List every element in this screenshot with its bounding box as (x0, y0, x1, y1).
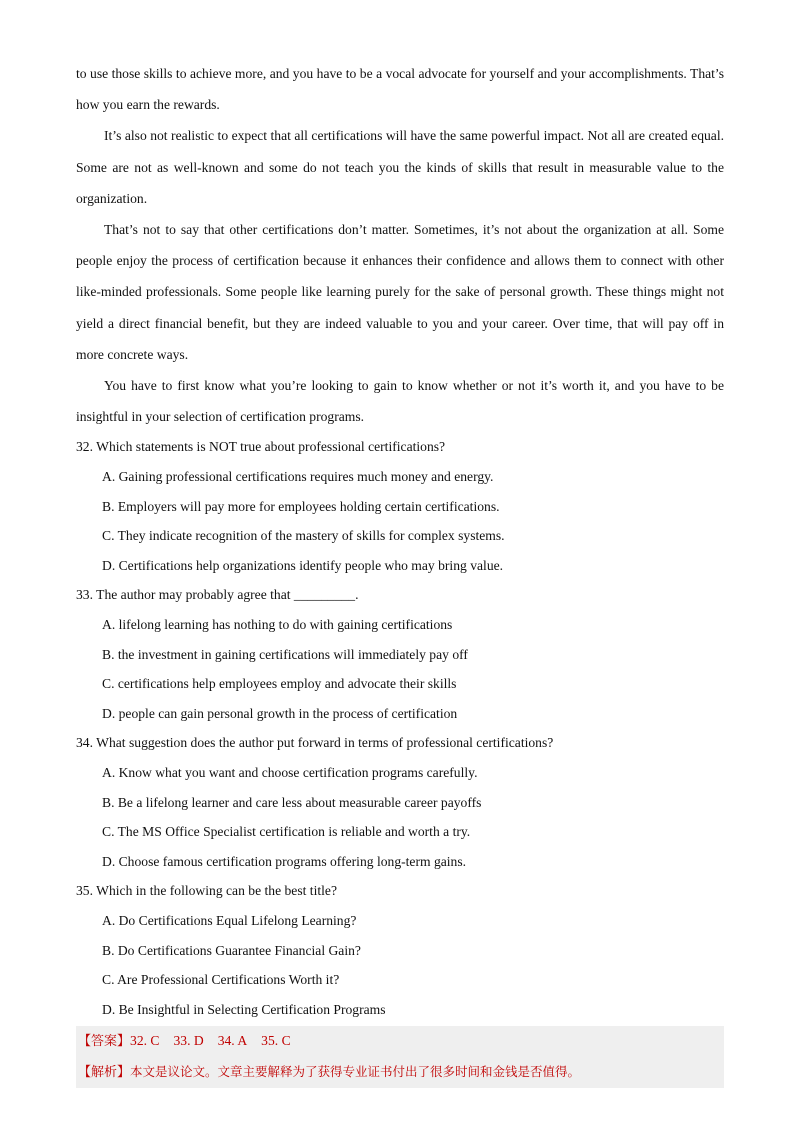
question-option: A. Gaining professional certifications requires much money and energy. (102, 469, 494, 485)
answer-tag: 【答案】 (78, 1034, 131, 1050)
question-option: A. lifelong learning has nothing to do with gaining certifications (102, 617, 453, 632)
answer-box (76, 1026, 724, 1087)
question-option: B. the investment in gaining certifications will immediately pay off (102, 646, 468, 662)
question-option: B. Do Certifications Guarantee Financial Gain? (102, 942, 361, 958)
question-34 (76, 728, 724, 876)
question-stem: 32. Which statements is NOT true about professional certifications? (76, 439, 446, 455)
answer-line (78, 1026, 724, 1057)
question-stem: 34. What suggestion does the author put forward in terms of professional certifications? (76, 735, 554, 751)
question-option: D. Certifications help organizations identify people who may bring value. (102, 557, 504, 573)
question-35 (76, 876, 724, 1024)
question-33 (76, 580, 724, 728)
analysis-text: 本文是议论文。文章主要解释为了获得专业证书付出了很多时间和金钱是否值得。 (130, 1063, 581, 1079)
passage-paragraph-4: You have to first know what you’re looking to gain to know whether or not it’s worth it, and you have to be insightful in your selection of certification programs. (76, 378, 724, 425)
question-stem: 35. Which in the following can be the best title? (76, 883, 337, 899)
question-option: A. Do Certifications Equal Lifelong Learning? (102, 912, 357, 928)
analysis-tag: 【解析】 (78, 1064, 131, 1080)
question-32 (76, 432, 724, 580)
passage-paragraph-3: That’s not to say that other certifications don’t matter. Sometimes, it’s not about the organization at all. Some people enjoy the process of certification because it enhances their confidence and allows them to connect with other like-minded professionals. Some people like learning purely for the sake of personal growth. These things might not yield a direct financial benefit, but they are indeed valuable to you and your career. Over time, that will pay off in more concrete ways. (76, 222, 724, 362)
question-option: D. Choose famous certification programs offering long-term gains. (102, 853, 467, 869)
question-stem: 33. The author may probably agree that _________. (76, 587, 359, 603)
document-page (76, 58, 724, 1088)
passage-paragraph-1: to use those skills to achieve more, and you have to be a vocal advocate for yourself and your accomplishments. That’s how you earn the rewards. (76, 66, 724, 113)
question-option: D. people can gain personal growth in the process of certification (102, 705, 458, 721)
answer-item: 35. C (261, 1033, 291, 1049)
answer-item: 34. A (217, 1033, 248, 1049)
passage-paragraph-2: It’s also not realistic to expect that all certifications will have the same powerful impact. Not all are created equal. Some are not as well-known and some do not teach you the kinds of skills that result in measurable value to the organization. (76, 128, 724, 206)
question-option: C. certifications help employees employ and advocate their skills (102, 676, 457, 692)
answer-item: 32. C (130, 1033, 160, 1049)
answer-item: 33. D (173, 1033, 204, 1049)
question-option: B. Employers will pay more for employees holding certain certifications. (102, 498, 500, 514)
question-option: A. Know what you want and choose certification programs carefully. (102, 764, 478, 780)
question-option: C. They indicate recognition of the mastery of skills for complex systems. (102, 528, 505, 544)
question-option: C. Are Professional Certifications Worth it? (102, 972, 340, 988)
question-option: C. The MS Office Specialist certification is reliable and worth a try. (102, 824, 471, 840)
analysis-line (78, 1057, 724, 1088)
question-option: D. Be Insightful in Selecting Certification Programs (102, 1001, 386, 1017)
question-option: B. Be a lifelong learner and care less about measurable career payoffs (102, 794, 482, 810)
